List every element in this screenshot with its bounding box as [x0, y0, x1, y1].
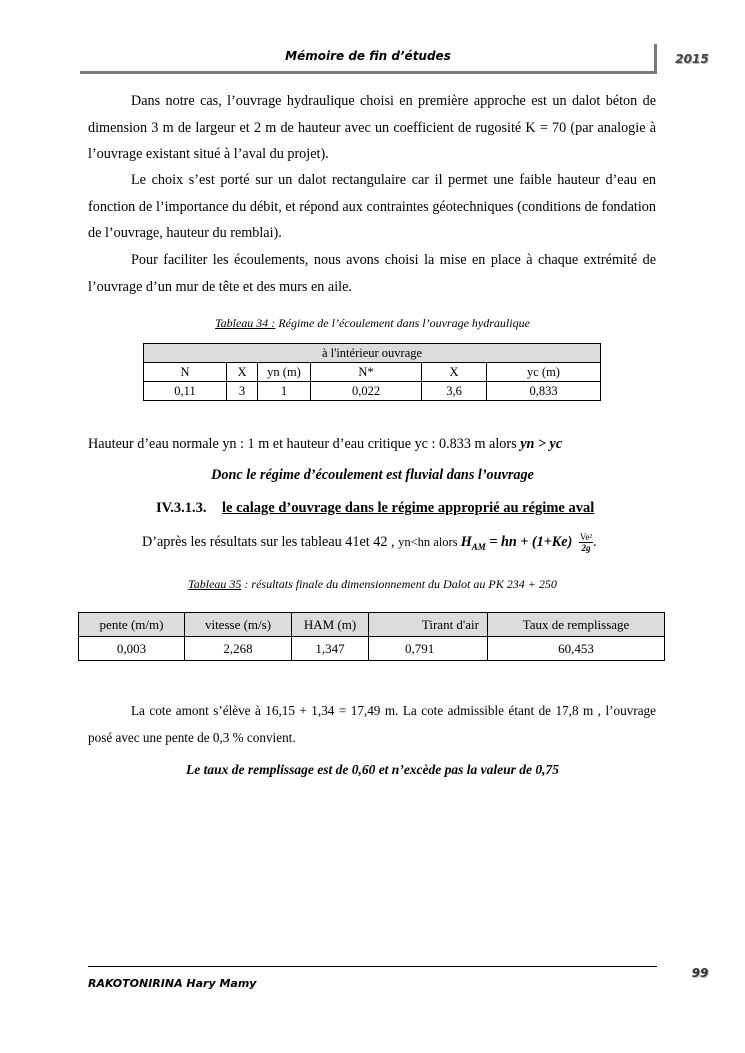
- formula-h-sub: AM: [471, 541, 486, 552]
- footer-author: RAKOTONIRINA Hary Mamy: [88, 977, 257, 990]
- header-year: 2015: [675, 52, 709, 66]
- table35-caption-ref: Tableau 35: [188, 577, 242, 591]
- paragraph-ouvrage-choice: Dans notre cas, l’ouvrage hydraulique choisi en première approche est un dalot béton de dimension 3 m de largeur et 2 m de hauteur avec un coefficient de rugosité K = 70 (par analogie à l’ouvrage existant situé à l’aval du projet).: [88, 93, 656, 162]
- formula-rhs: = hn + (1+Ke): [485, 533, 576, 550]
- table34-col-header: yn (m): [258, 363, 311, 382]
- height-sentence: [88, 431, 656, 458]
- table35-caption: [0, 577, 745, 592]
- section-title: le calage d’ouvrage dans le régime approprié au régime aval: [222, 500, 595, 516]
- table34-col-header: N*: [311, 363, 422, 382]
- table-dimensionnement-dalot: [78, 612, 665, 661]
- table34-cell: 0,022: [311, 382, 422, 401]
- formula-fraction: [579, 532, 593, 553]
- table-regime-ecoulement: [143, 343, 601, 401]
- height-sentence-emphasis: yn > yc: [520, 436, 563, 452]
- height-sentence-text: Hauteur d’eau normale yn : 1 m et hauteur d’eau critique yc : 0.833 m alors: [88, 436, 521, 452]
- table-row: [144, 382, 601, 401]
- table35-cell: 0,003: [79, 637, 185, 661]
- table34-caption-ref: Tableau 34 :: [215, 316, 276, 330]
- formula-condition: yn<hn alors: [398, 534, 461, 549]
- footer-rule: [88, 966, 657, 967]
- paragraph-dalot-choice: Le choix s’est porté sur un dalot rectangulaire car il permet une faible hauteur d’eau en fonction de l’importance du débit, et répond aux contraintes géotechniques (conditions de fondation de l’ouvrage, hauteur du remblai).: [88, 172, 656, 241]
- table34-cell: 3,6: [422, 382, 487, 401]
- table34-cell: 0,11: [144, 382, 227, 401]
- conclusion-regime-fluvial: Donc le régime d’écoulement est fluvial dans l’ouvrage: [211, 467, 534, 483]
- table34-col-header: X: [422, 363, 487, 382]
- formula-frac-num: Ve²: [579, 532, 593, 542]
- section-heading: [156, 500, 594, 517]
- table34-cell: 1: [258, 382, 311, 401]
- table34-caption-text: Régime de l’écoulement dans l’ouvrage hydraulique: [275, 316, 530, 330]
- formula-h: H: [460, 533, 472, 550]
- header-rule: [80, 71, 656, 74]
- table35-cell: 0,791: [369, 637, 488, 661]
- table35-col-header: Taux de remplissage: [488, 613, 665, 637]
- table-row: [79, 637, 665, 661]
- formula-frac-den: 2g: [581, 543, 591, 553]
- paragraph-murs: Pour faciliter les écoulements, nous avons choisi la mise en place à chaque extrémité de l’ouvrage d’un mur de tête et des murs en aile.: [88, 252, 656, 295]
- paragraph-cote-amont: La cote amont s’élève à 16,15 + 1,34 = 17,49 m. La cote admissible étant de 17,8 m , l’ouvrage posé avec une pente de 0,3 % convient.: [88, 703, 656, 745]
- running-header-title: Mémoire de fin d’études: [285, 49, 451, 63]
- table35-col-header: Tirant d'air: [369, 613, 488, 637]
- table35-cell: 2,268: [185, 637, 292, 661]
- table35-col-header: vitesse (m/s): [185, 613, 292, 637]
- table34-caption: [0, 316, 745, 331]
- formula-lead: D’après les résultats sur les tableau 41et 42 ,: [142, 533, 399, 550]
- formula-line: [142, 532, 597, 553]
- conclusion-taux-remplissage: Le taux de remplissage est de 0,60 et n’excède pas la valeur de 0,75: [185, 762, 560, 777]
- table34-cell: 0,833: [487, 382, 601, 401]
- table34-cell: 3: [227, 382, 258, 401]
- table34-group-header: à l'intérieur ouvrage: [144, 344, 601, 363]
- header-divider-vertical: [654, 44, 657, 74]
- formula-ham: [461, 534, 576, 550]
- table34-col-header: yc (m): [487, 363, 601, 382]
- table34-col-header: X: [227, 363, 258, 382]
- table34-col-header: N: [144, 363, 227, 382]
- section-number: IV.3.1.3.: [156, 500, 207, 516]
- table35-col-header: pente (m/m): [79, 613, 185, 637]
- page-number: 99: [691, 966, 709, 980]
- table35-cell: 60,453: [488, 637, 665, 661]
- formula-end: .: [593, 533, 597, 550]
- table35-caption-text: : résultats finale du dimensionnement du Dalot au PK 234 + 250: [241, 577, 557, 591]
- table35-col-header: HAM (m): [292, 613, 369, 637]
- table35-cell: 1,347: [292, 637, 369, 661]
